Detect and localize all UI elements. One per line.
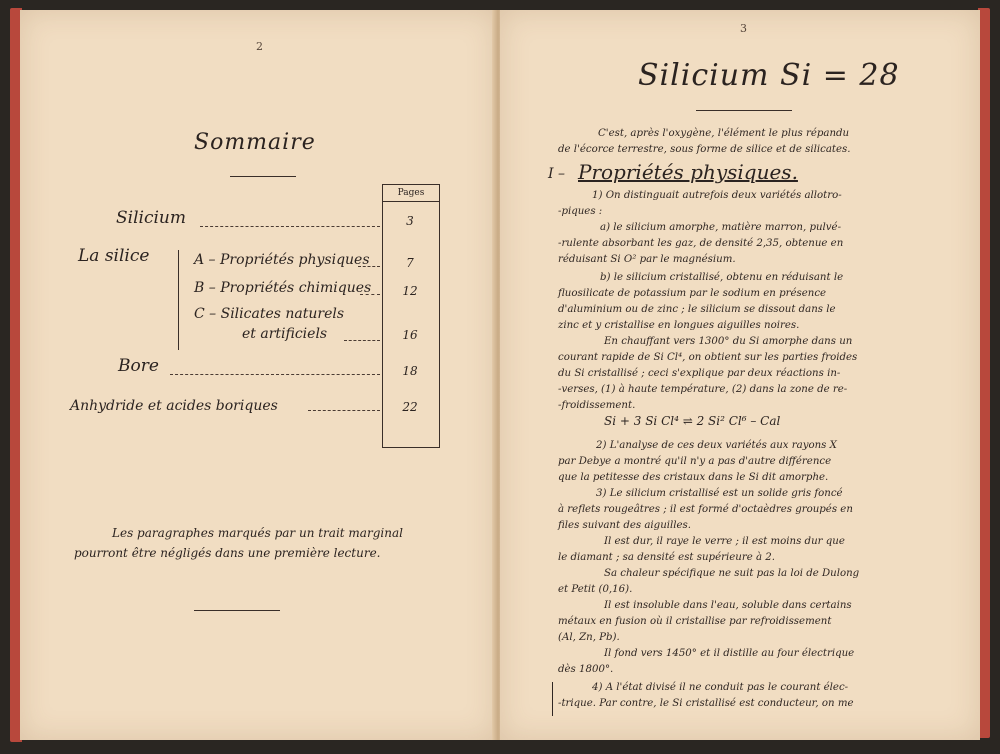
chapter-title: Silicium Si = 28 [638, 58, 900, 93]
text-line: métaux en fusion où il cristallise par refroidissement [558, 616, 832, 627]
toc-entry-b: B – Propriétés chimiques [194, 280, 372, 296]
toc-entry-la-silice: La silice [78, 246, 150, 266]
toc-entry-silicium: Silicium [116, 208, 186, 228]
pages-header: Pages [383, 185, 439, 202]
text-line: fluosilicate de potassium par le sodium en présence [558, 288, 827, 299]
text-line: -verses, (1) à haute température, (2) dans la zone de re- [558, 384, 848, 395]
text-line: réduisant Si O² par le magnésium. [558, 254, 736, 265]
text-line: du Si cristallisé ; ceci s'explique par deux réactions in- [558, 368, 841, 379]
toc-title: Sommaire [194, 130, 316, 155]
toc-entry-c: C – Silicates naturels [194, 306, 345, 322]
toc-page-a: 7 [406, 256, 414, 270]
left-page [20, 10, 496, 740]
text-line: b) le silicium cristallisé, obtenu en réduisant le [600, 272, 844, 283]
text-line: Sa chaleur spécifique ne suit pas la loi de Dulong [604, 568, 860, 579]
text-line: dès 1800°. [558, 664, 614, 675]
toc-entry-a: A – Propriétés physiques [194, 252, 370, 268]
text-line: files suivant des aiguilles. [558, 520, 692, 531]
text-line: par Debye a montré qu'il n'y a pas d'autre différence [558, 456, 832, 467]
text-line: à reflets rougeâtres ; il est formé d'octaèdres groupés en [558, 504, 853, 515]
intro-line-2: de l'écorce terrestre, sous forme de silice et de silicates. [558, 144, 851, 155]
title-underline [230, 176, 296, 177]
text-line: 2) L'analyse de ces deux variétés aux rayons X [596, 440, 837, 451]
text-line: -trique. Par contre, le Si cristallisé est conducteur, on me [558, 698, 854, 709]
toc-entry-c-cont: et artificiels [242, 326, 328, 342]
text-line: zinc et y cristallise en longues aiguilles noires. [558, 320, 800, 331]
text-line: Il fond vers 1450° et il distille au four électrique [604, 648, 855, 659]
page-number-right: 3 [740, 22, 747, 35]
toc-page-silicium: 3 [406, 214, 414, 228]
text-line: Il est dur, il raye le verre ; il est moins dur que [604, 536, 845, 547]
leader-line [200, 226, 380, 228]
text-line: (Al, Zn, Pb). [558, 632, 620, 643]
text-line: 1) On distinguait autrefois deux variétés allotro- [592, 190, 842, 201]
intro-line-1: C'est, après l'oxygène, l'élément le plus répandu [598, 128, 850, 139]
section-brace [178, 250, 179, 350]
text-line: Il est insoluble dans l'eau, soluble dans certains [604, 600, 852, 611]
section-title: Propriétés physiques. [578, 160, 798, 184]
toc-page-c: 16 [402, 328, 418, 342]
note-line-1: Les paragraphes marqués par un trait marginal [112, 526, 403, 540]
note-line-2: pourront être négligés dans une première lecture. [74, 546, 381, 560]
margin-mark [552, 682, 553, 716]
text-line: courant rapide de Si Cl⁴, on obtient sur les parties froides [558, 352, 858, 363]
text-line: En chauffant vers 1300° du Si amorphe dans un [604, 336, 853, 347]
toc-entry-anhydride: Anhydride et acides boriques [70, 398, 278, 414]
section-number: I – [548, 166, 565, 182]
toc-page-b: 12 [402, 284, 418, 298]
right-page [500, 10, 980, 740]
page-number-left: 2 [256, 40, 263, 53]
text-line: 3) Le silicium cristallisé est un solide gris foncé [596, 488, 843, 499]
text-line: -rulente absorbant les gaz, de densité 2,35, obtenue en [558, 238, 844, 249]
text-line: -froidissement. [558, 400, 636, 411]
leader-line [308, 410, 380, 412]
leader-line [344, 340, 380, 342]
toc-page-anhydride: 22 [402, 400, 418, 414]
leader-line [170, 374, 380, 376]
leader-line [360, 294, 380, 296]
bottom-rule [194, 610, 280, 611]
leader-line [358, 266, 380, 268]
text-line: et Petit (0,16). [558, 584, 633, 595]
chapter-underline [696, 110, 792, 111]
text-line: que la petitesse des cristaux dans le Si dit amorphe. [558, 472, 829, 483]
text-line: le diamant ; sa densité est supérieure à 2. [558, 552, 775, 563]
text-line: -piques : [558, 206, 603, 217]
toc-entry-bore: Bore [118, 356, 159, 376]
reaction-formula: Si + 3 Si Cl⁴ ⇌ 2 Si² Cl⁶ – Cal [604, 414, 781, 428]
text-line: 4) A l'état divisé il ne conduit pas le courant élec- [592, 682, 849, 693]
text-line: a) le silicium amorphe, matière marron, pulvé- [600, 222, 842, 233]
text-line: d'aluminium ou de zinc ; le silicium se dissout dans le [558, 304, 836, 315]
toc-page-bore: 18 [402, 364, 418, 378]
